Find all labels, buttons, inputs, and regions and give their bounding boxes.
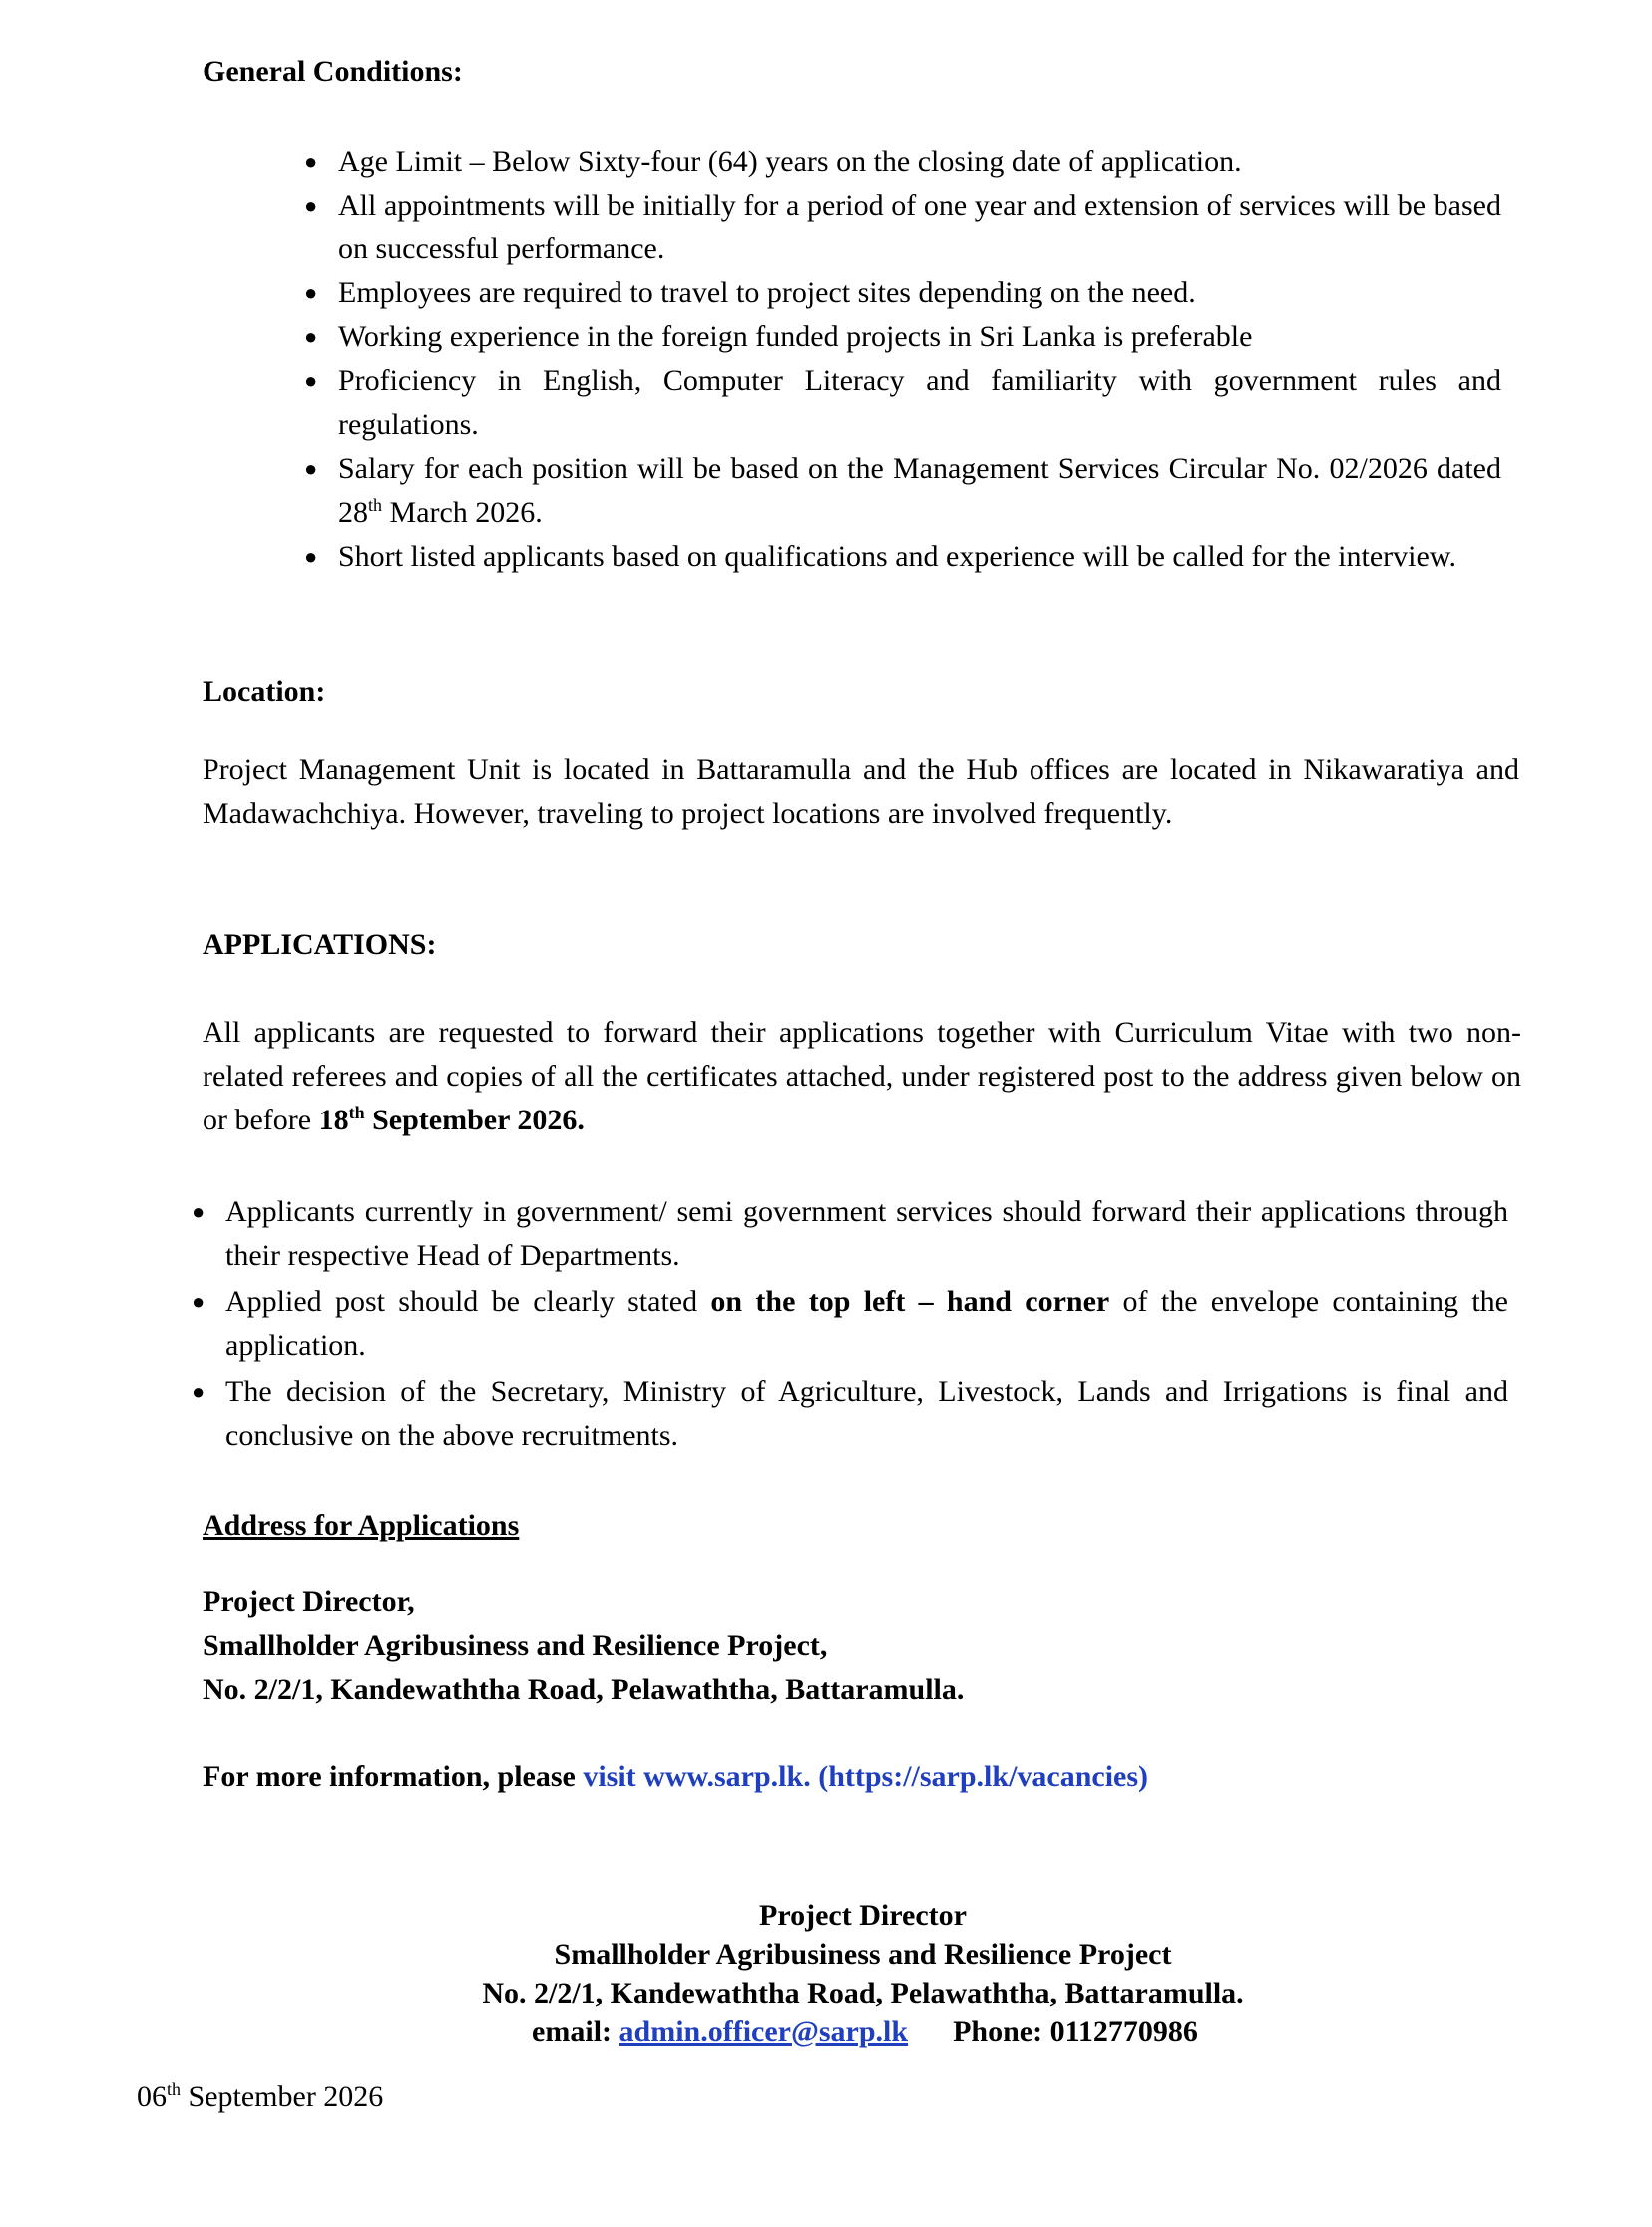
general-conditions-list xyxy=(304,140,1501,579)
location-heading: Location: xyxy=(203,675,326,708)
list-item: ● Working experience in the foreign funded projects in Sri Lanka is preferable xyxy=(338,315,1501,359)
address-heading: Address for Applications xyxy=(203,1509,520,1542)
list-item-applied-post: ● Applied post should be clearly stated on the top left – hand corner of the envelope containing the application. xyxy=(225,1280,1508,1368)
more-info-link[interactable]: visit www.sarp.lk. (https://sarp.lk/vacancies) xyxy=(583,1760,1149,1793)
address-line: No. 2/2/1, Kandewaththa Road, Pelawaththa, Battaramulla. xyxy=(203,1673,965,1706)
applications-section xyxy=(203,923,1519,967)
applications-heading: APPLICATIONS: xyxy=(203,928,437,961)
bullet-icon: ● xyxy=(192,1289,206,1314)
location-text-block xyxy=(203,748,1519,836)
bullet-icon: ● xyxy=(304,368,318,393)
address-block xyxy=(203,1580,1519,1712)
signature-line: Smallholder Agribusiness and Resilience Project xyxy=(554,1938,1172,1971)
bullet-icon: ● xyxy=(304,544,318,569)
applications-list xyxy=(192,1190,1508,1458)
applications-intro: All applicants are requested to forward their applications together with Curriculum Vitae with two non-related referees and copies of all the certificates attached, under registered post to the address given below on or before 18th September 2026. xyxy=(203,1016,1521,1136)
address-line: Smallholder Agribusiness and Resilience Project, xyxy=(203,1629,828,1662)
applications-intro-block xyxy=(203,1011,1521,1142)
list-item: ● Short listed applicants based on qualifications and experience will be called for the interview. xyxy=(338,535,1501,579)
email-label: email: xyxy=(532,2015,613,2048)
bullet-icon: ● xyxy=(304,456,318,481)
phone-label: Phone: 0112770986 xyxy=(953,2015,1198,2048)
signature-block xyxy=(0,1896,1652,2051)
address-section xyxy=(203,1504,1519,1548)
bullet-icon: ● xyxy=(304,280,318,305)
list-item: ● Employees are required to travel to project sites depending on the need. xyxy=(338,271,1501,315)
signature-line: Project Director xyxy=(759,1899,967,1932)
signature-line: No. 2/2/1, Kandewaththa Road, Pelawaththa, Battaramulla. xyxy=(482,1977,1244,2009)
bullet-icon: ● xyxy=(304,324,318,349)
document-date: 06th September 2026 xyxy=(137,2079,384,2113)
more-info xyxy=(203,1755,1519,1799)
list-item-salary: ● Salary for each position will be based on the Management Services Circular No. 02/2026 dated 28th March 2026. xyxy=(338,447,1501,535)
location-text: Project Management Unit is located in Battaramulla and the Hub offices are located in Nikawaratiya and Madawachchiya. However, traveling to project locations are involved frequently. xyxy=(203,753,1519,830)
general-conditions-heading: General Conditions: xyxy=(203,55,463,88)
bullet-icon: ● xyxy=(192,1199,206,1224)
list-item: ● Applicants currently in government/ semi government services should forward their applications through their respective Head of Departments. xyxy=(225,1190,1508,1278)
deadline: 18th September 2026. xyxy=(318,1103,585,1136)
bullet-icon: ● xyxy=(192,1379,206,1404)
list-item: ● Age Limit – Below Sixty-four (64) years on the closing date of application. xyxy=(338,140,1501,184)
address-line: Project Director, xyxy=(203,1585,415,1618)
list-item: ● Proficiency in English, Computer Literacy and familiarity with government rules and regulations. xyxy=(338,359,1501,447)
bullet-icon: ● xyxy=(304,149,318,174)
location-section xyxy=(203,670,1519,714)
general-conditions-section xyxy=(203,50,1519,94)
signature-contact xyxy=(0,2012,1652,2051)
more-info-label: For more information, please xyxy=(203,1760,584,1793)
list-item: ● All appointments will be initially for a period of one year and extension of services will be based on successful performance. xyxy=(338,184,1501,271)
list-item: ● The decision of the Secretary, Ministry of Agriculture, Livestock, Lands and Irrigations is final and conclusive on the above recruitments. xyxy=(225,1370,1508,1458)
email-link[interactable]: admin.officer@sarp.lk xyxy=(619,2015,909,2048)
bullet-icon: ● xyxy=(304,193,318,218)
